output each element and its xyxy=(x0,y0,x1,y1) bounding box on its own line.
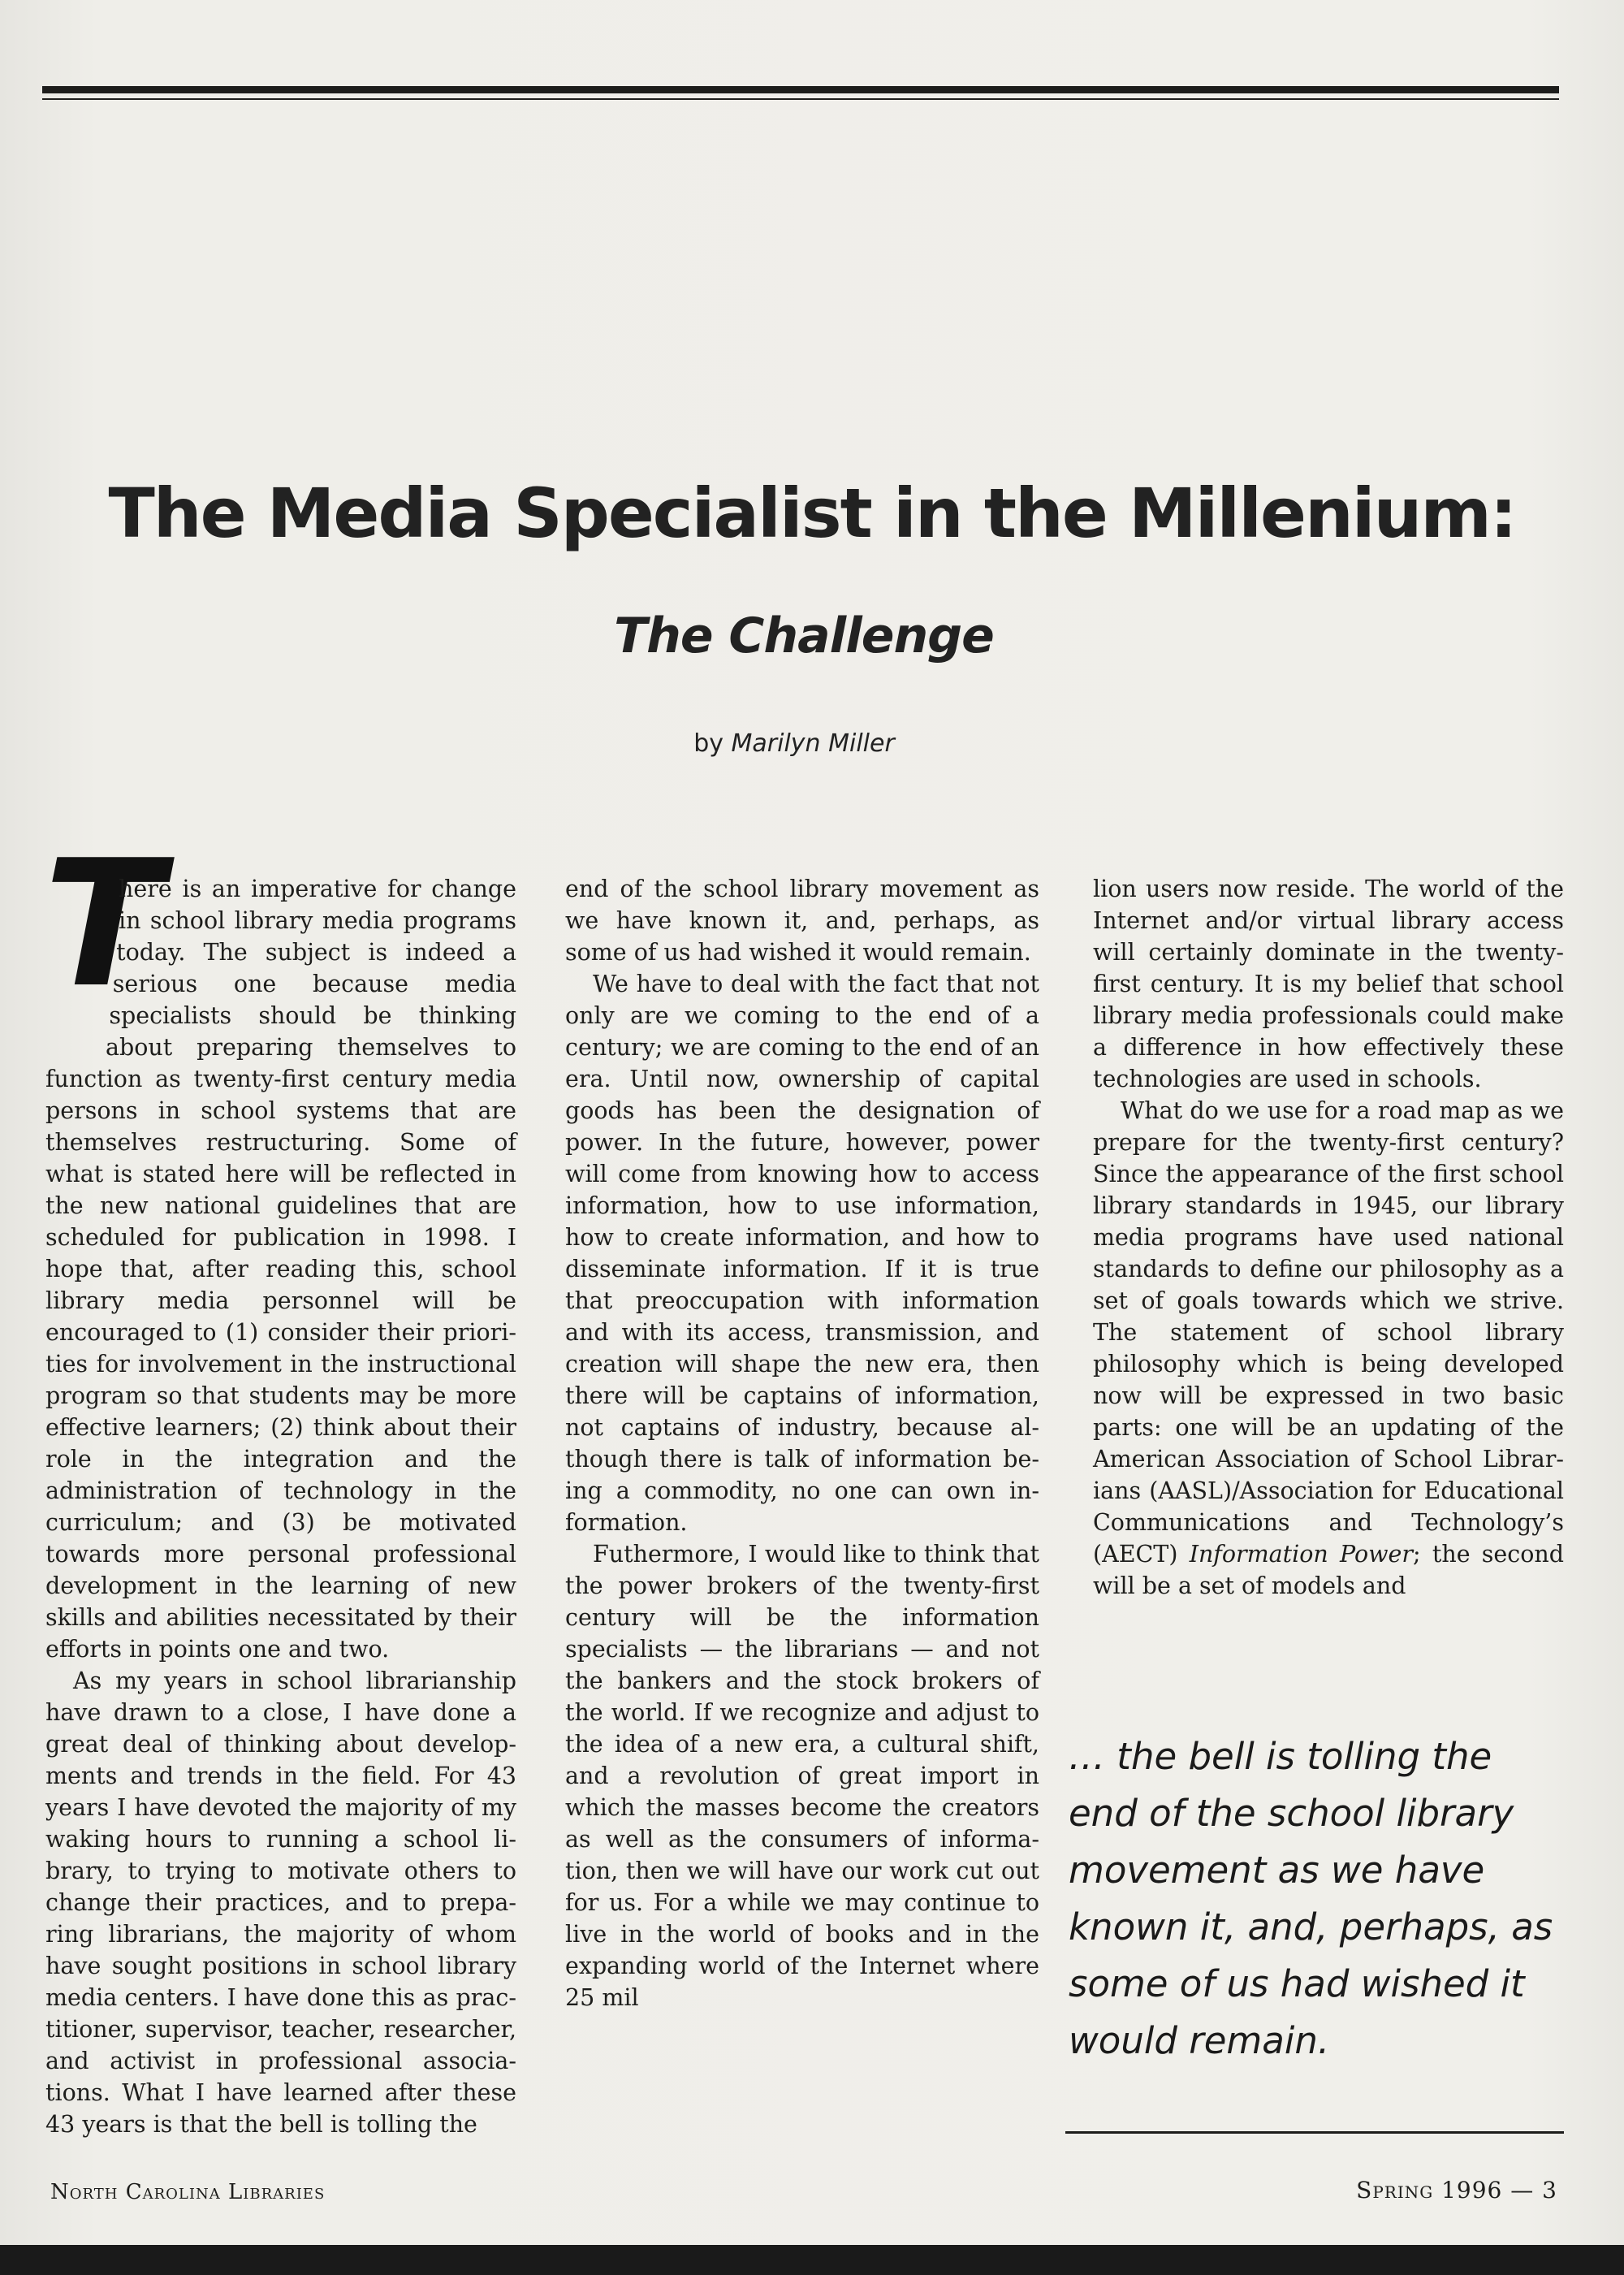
paragraph: Futhermore, I would like to think that the power brokers of the twenty-first century will be the information specialists — the librarians — and not the bankers and the stock brokers of the world. If we recognize and adjust to the idea of a new era, a cultural shift, and a revolution of great import in which the masses become the creators as well as the consumers of information, then we will have our work cut out for us. For a while we may continue to live in the world of books and in the expanding world of the Internet where 25 mil xyxy=(565,1541,1039,2011)
text-column-3 xyxy=(1093,873,1564,1602)
text-column-2 xyxy=(565,873,1039,2013)
paragraph: We have to deal with the fact that not only are we coming to the end of a century; we are coming to the end of an era. Until now, ownership of capital goods has been the designation of power. In the future, however, power will come from knowing how to access information, how to use information, how to create information, and how to disseminate information. If it is true that preoccupation with information and with its access, transmission, and creation will shape the new era, then there will be captains of information, not captains of industry, because although there is talk of information being a commodity, no one can own information. xyxy=(565,971,1039,1536)
paragraph: As my years in school librarianship have drawn to a close, I have done a great deal of thinking about developments and trends in the field. For 43 years I have devoted the majority of my waking hours to running a school library, to trying to motivate others to change their practices, and to preparing librarians, the majority of whom have sought positions in school library media centers. I have done this as practitioner, supervisor, teacher, researcher, and activist in professional associations. What I have learned after these 43 years is that the bell is tolling the xyxy=(45,1667,516,2138)
paragraph-text: What do we use for a road map as we prepare for the twenty-first century? Since the appearance of the first school library standards in 1945, our library media programs have used national standards to define our philosophy as a set of goals towards which we strive. The statement of school library philosophy which is being developed now will be expressed in two basic parts: one will be an updating of the American Association of School Librarians (AASL)/Association for Educational Communications and Technology’s (AECT) xyxy=(1093,1097,1564,1568)
footer-issue-page: Spring 1996 — 3 xyxy=(1356,2177,1557,2204)
author-name: Marilyn Miller xyxy=(731,729,895,758)
article-byline xyxy=(0,729,1588,758)
paragraph: here is an imperative for change in school library media programs today. The subject is indeed a serious one because media specialists should be thinking about preparing themselves to function as twenty-first century media persons in school systems that are themselves restructuring. Some of what is stated here will be reflected in the new national guidelines that are scheduled for publication in 1998. I hope that, after reading this, school library media personnel will be encouraged to (1) consider their priorities for involvement in the instructional program so that students may be more effective learners; (2) think about their role in the integration and the administration of technology in the curriculum; and (3) be motivated towards more personal professional development in the learning of new skills and abilities necessitated by their efforts in points one and two. xyxy=(45,876,516,1663)
paragraph: lion users now reside. The world of the Internet and/or virtual library access will certainly dominate in the twenty-first century. It is my belief that school library media professionals could make a difference in how effectively these technologies are used in schools. xyxy=(1093,876,1564,1092)
paragraph xyxy=(1093,1095,1564,1602)
publication-title: Information Power xyxy=(1189,1541,1414,1568)
text-column-1 xyxy=(45,873,516,2140)
footer-publication: North Carolina Libraries xyxy=(50,2180,326,2204)
scan-edge xyxy=(0,2245,1624,2275)
article-subtitle: The Challenge xyxy=(614,608,994,664)
paragraph: end of the school library movement as we have known it, and, perhaps, as some of us had wished it would remain. xyxy=(565,876,1039,966)
pull-quote: … the bell is tolling the end of the school library movement as we have known it, and, perhaps, as some of us had wished it would remain. xyxy=(1069,1735,1553,2062)
header-rule xyxy=(42,86,1559,93)
drop-cap: T xyxy=(44,822,163,1026)
paragraph-text: ; the second will be a set of models and xyxy=(1093,1541,1565,1599)
header-rule-thin xyxy=(42,98,1559,100)
article-title: The Media Specialist in the Millenium: xyxy=(108,474,1516,553)
pull-quote-rule xyxy=(1065,2131,1564,2134)
byline-prefix: by xyxy=(693,729,723,758)
